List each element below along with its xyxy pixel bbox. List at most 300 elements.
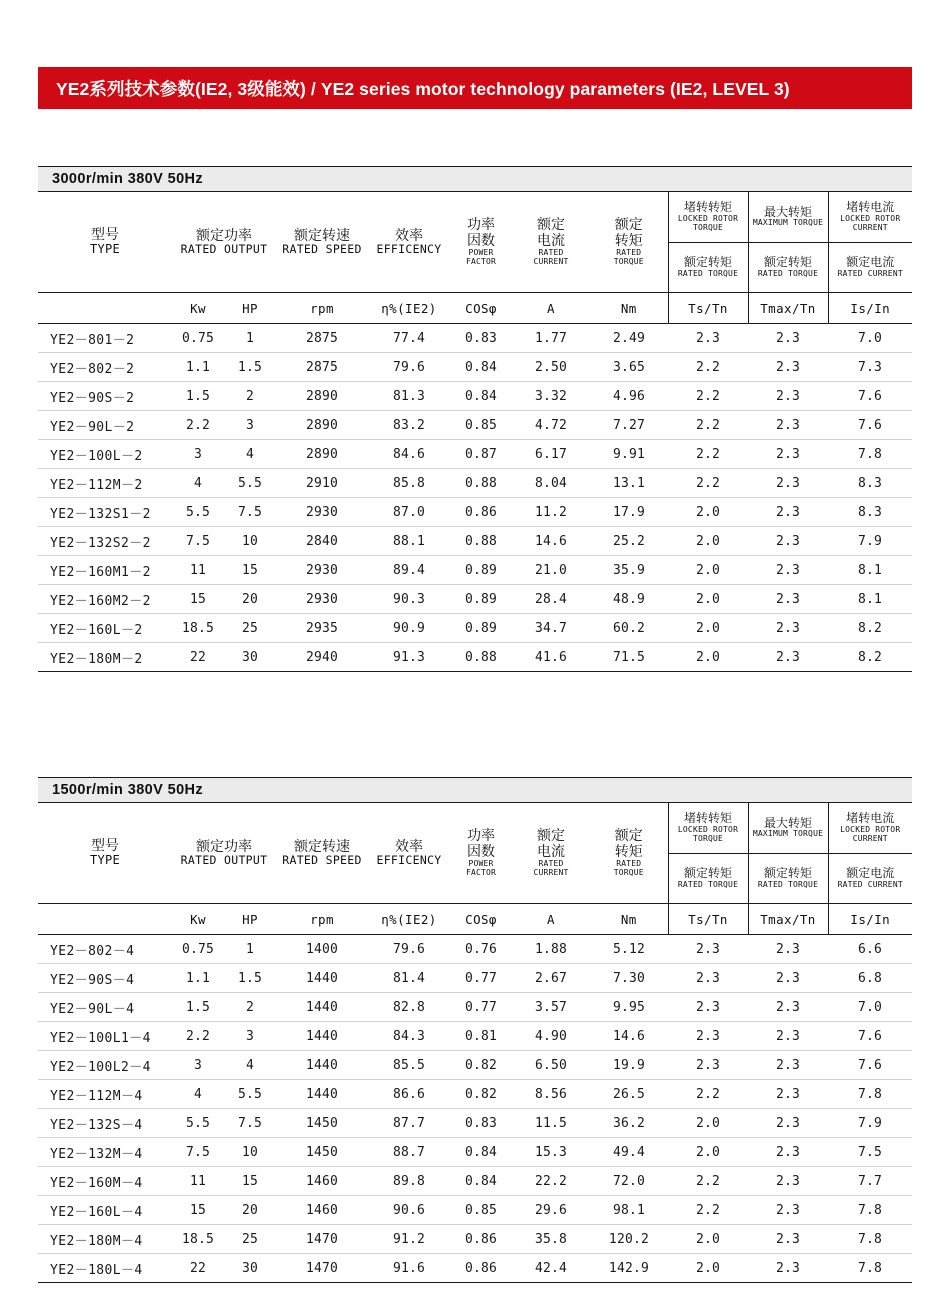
cell-cos: 0.87 xyxy=(450,440,512,469)
cell-eff: 87.7 xyxy=(368,1109,450,1138)
header-power-factor-cn2: 因数 xyxy=(467,232,495,249)
cell-current: 11.2 xyxy=(512,498,590,527)
cell-is-in: 7.8 xyxy=(828,1080,912,1109)
header-rated-current-en2: CURRENT xyxy=(533,867,569,877)
cell-ts-tn: 2.3 xyxy=(668,993,748,1022)
cell-ts-tn: 2.2 xyxy=(668,469,748,498)
table-row xyxy=(38,411,912,440)
header-power-factor-cn2: 因数 xyxy=(467,843,495,860)
cell-torque: 5.12 xyxy=(590,935,668,964)
cell-tmax-tn: 2.3 xyxy=(748,1080,828,1109)
cell-torque: 60.2 xyxy=(590,614,668,643)
cell-current: 6.17 xyxy=(512,440,590,469)
cell-torque: 9.91 xyxy=(590,440,668,469)
cell-tmax-tn: 2.3 xyxy=(748,1196,828,1225)
header-rated-current xyxy=(512,803,590,904)
cell-rpm: 1440 xyxy=(276,964,368,993)
header-ts-tn xyxy=(668,803,748,904)
cell-eff: 85.8 xyxy=(368,469,450,498)
unit-tmax-tn: Tmax/Tn xyxy=(748,293,828,324)
cell-rpm: 2930 xyxy=(276,556,368,585)
cell-tmax-tn: 2.3 xyxy=(748,440,828,469)
cell-kw: 4 xyxy=(172,469,224,498)
header-rated-speed-en: RATED SPEED xyxy=(282,853,362,868)
header-type xyxy=(38,192,172,293)
cell-cos: 0.88 xyxy=(450,527,512,556)
cell-type: YE2－180L－4 xyxy=(38,1254,172,1283)
cell-ts-tn: 2.2 xyxy=(668,1167,748,1196)
banner-title: YE2系列技术参数(IE2, 3级能效) / YE2 series motor technology parameters (IE2, LEVEL 3) xyxy=(56,78,790,99)
header-power-factor-en1: POWER xyxy=(468,858,494,868)
cell-rpm: 2875 xyxy=(276,324,368,353)
cell-hp: 4 xyxy=(224,440,276,469)
cell-hp: 10 xyxy=(224,1138,276,1167)
header-rated-torque xyxy=(590,192,668,293)
cell-hp: 25 xyxy=(224,1225,276,1254)
header-type xyxy=(38,803,172,904)
cell-type: YE2－132M－4 xyxy=(38,1138,172,1167)
cell-current: 2.50 xyxy=(512,353,590,382)
cell-current: 35.8 xyxy=(512,1225,590,1254)
header-rated-speed-en: RATED SPEED xyxy=(282,242,362,257)
cell-eff: 79.6 xyxy=(368,353,450,382)
cell-kw: 18.5 xyxy=(172,614,224,643)
cell-kw: 11 xyxy=(172,556,224,585)
header-type-cn: 型号 xyxy=(91,837,119,854)
cell-torque: 7.27 xyxy=(590,411,668,440)
cell-kw: 1.1 xyxy=(172,353,224,382)
cell-eff: 82.8 xyxy=(368,993,450,1022)
table-row xyxy=(38,469,912,498)
cell-rpm: 2930 xyxy=(276,498,368,527)
table-row xyxy=(38,324,912,353)
cell-torque: 98.1 xyxy=(590,1196,668,1225)
unit-ts-tn: Ts/Tn xyxy=(668,293,748,324)
cell-hp: 15 xyxy=(224,556,276,585)
cell-kw: 2.2 xyxy=(172,1022,224,1051)
cell-current: 1.88 xyxy=(512,935,590,964)
cell-torque: 4.96 xyxy=(590,382,668,411)
header-rated-speed-cn: 额定转速 xyxy=(294,226,350,243)
cell-hp: 1.5 xyxy=(224,964,276,993)
cell-hp: 20 xyxy=(224,1196,276,1225)
header-power-factor-en1: POWER xyxy=(468,247,494,257)
cell-ts-tn: 2.0 xyxy=(668,1225,748,1254)
section-heading-text: 1500r/min 380V 50Hz xyxy=(52,782,204,798)
cell-type: YE2－160M1－2 xyxy=(38,556,172,585)
header-efficiency-en: EFFICENCY xyxy=(376,242,442,257)
header-rated-torque-en2: TORQUE xyxy=(613,256,644,266)
cell-ts-tn: 2.0 xyxy=(668,527,748,556)
header-tmax-tn-top-cn: 最大转矩 xyxy=(763,204,812,219)
unit-hp: HP xyxy=(224,293,276,324)
header-rated-output-en: RATED OUTPUT xyxy=(180,853,268,868)
cell-tmax-tn: 2.3 xyxy=(748,498,828,527)
cell-rpm: 2890 xyxy=(276,382,368,411)
cell-is-in: 7.6 xyxy=(828,411,912,440)
cell-type: YE2－90L－2 xyxy=(38,411,172,440)
cell-cos: 0.77 xyxy=(450,964,512,993)
cell-cos: 0.89 xyxy=(450,556,512,585)
cell-type: YE2－100L1－4 xyxy=(38,1022,172,1051)
cell-ts-tn: 2.2 xyxy=(668,353,748,382)
cell-cos: 0.83 xyxy=(450,1109,512,1138)
cell-eff: 91.2 xyxy=(368,1225,450,1254)
cell-is-in: 7.7 xyxy=(828,1167,912,1196)
cell-kw: 4 xyxy=(172,1080,224,1109)
cell-current: 1.77 xyxy=(512,324,590,353)
header-power-factor-en2: FACTOR xyxy=(465,867,497,877)
cell-tmax-tn: 2.3 xyxy=(748,1167,828,1196)
header-rated-output xyxy=(172,192,276,293)
cell-torque: 3.65 xyxy=(590,353,668,382)
cell-eff: 81.3 xyxy=(368,382,450,411)
cell-rpm: 2890 xyxy=(276,411,368,440)
header-is-in-bot-en: RATED CURRENT xyxy=(837,879,903,889)
header-efficiency xyxy=(368,192,450,293)
header-is-in-bot-en: RATED CURRENT xyxy=(837,268,903,278)
cell-current: 21.0 xyxy=(512,556,590,585)
table-row xyxy=(38,1022,912,1051)
cell-eff: 90.6 xyxy=(368,1196,450,1225)
cell-ts-tn: 2.0 xyxy=(668,585,748,614)
cell-ts-tn: 2.3 xyxy=(668,1022,748,1051)
cell-tmax-tn: 2.3 xyxy=(748,353,828,382)
cell-tmax-tn: 2.3 xyxy=(748,1225,828,1254)
header-ts-tn-top-cn: 堵转转矩 xyxy=(683,811,732,826)
cell-kw: 22 xyxy=(172,643,224,672)
cell-ts-tn: 2.0 xyxy=(668,643,748,672)
cell-is-in: 7.0 xyxy=(828,993,912,1022)
cell-tmax-tn: 2.3 xyxy=(748,935,828,964)
header-tmax-tn-bot-en: RATED TORQUE xyxy=(757,268,819,278)
cell-eff: 90.9 xyxy=(368,614,450,643)
header-efficiency-cn: 效率 xyxy=(395,226,423,243)
cell-hp: 3 xyxy=(224,1022,276,1051)
cell-eff: 88.7 xyxy=(368,1138,450,1167)
cell-hp: 30 xyxy=(224,1254,276,1283)
cell-cos: 0.77 xyxy=(450,993,512,1022)
header-ts-tn-bot-en: RATED TORQUE xyxy=(677,268,739,278)
header-is-in-top-cn: 堵转电流 xyxy=(846,200,895,215)
unit-rpm: rpm xyxy=(276,904,368,935)
table-row xyxy=(38,585,912,614)
cell-type: YE2－100L2－4 xyxy=(38,1051,172,1080)
header-efficiency-en: EFFICENCY xyxy=(376,853,442,868)
unit-power-factor: COSφ xyxy=(450,904,512,935)
header-rated-torque-en1: RATED xyxy=(616,247,642,257)
cell-is-in: 7.8 xyxy=(828,440,912,469)
header-is-in-top-cn: 堵转电流 xyxy=(846,811,895,826)
cell-current: 28.4 xyxy=(512,585,590,614)
cell-ts-tn: 2.2 xyxy=(668,440,748,469)
header-rated-speed xyxy=(276,192,368,293)
header-rated-current-cn2: 电流 xyxy=(537,843,565,860)
header-tmax-tn xyxy=(748,192,828,293)
cell-type: YE2－112M－2 xyxy=(38,469,172,498)
cell-tmax-tn: 2.3 xyxy=(748,382,828,411)
cell-type: YE2－160L－2 xyxy=(38,614,172,643)
table-row xyxy=(38,1225,912,1254)
table-row xyxy=(38,964,912,993)
cell-is-in: 8.3 xyxy=(828,469,912,498)
table-row xyxy=(38,1138,912,1167)
header-ts-tn-bot-cn: 额定转矩 xyxy=(683,866,732,881)
unit-rated-current: A xyxy=(512,904,590,935)
cell-hp: 2 xyxy=(224,993,276,1022)
unit-ts-tn: Ts/Tn xyxy=(668,904,748,935)
cell-rpm: 2840 xyxy=(276,527,368,556)
cell-tmax-tn: 2.3 xyxy=(748,324,828,353)
cell-eff: 84.3 xyxy=(368,1022,450,1051)
cell-eff: 89.8 xyxy=(368,1167,450,1196)
cell-eff: 83.2 xyxy=(368,411,450,440)
header-tmax-tn-bot-en: RATED TORQUE xyxy=(757,879,819,889)
cell-rpm: 2875 xyxy=(276,353,368,382)
header-type-cn: 型号 xyxy=(91,226,119,243)
cell-current: 22.2 xyxy=(512,1167,590,1196)
cell-rpm: 1450 xyxy=(276,1138,368,1167)
header-type-en: TYPE xyxy=(89,242,121,257)
cell-ts-tn: 2.3 xyxy=(668,324,748,353)
table-row xyxy=(38,935,912,964)
header-rated-speed xyxy=(276,803,368,904)
table-unit-row xyxy=(38,904,912,935)
unit-kw: Kw xyxy=(172,904,224,935)
cell-kw: 3 xyxy=(172,1051,224,1080)
cell-cos: 0.88 xyxy=(450,643,512,672)
header-power-factor-cn1: 功率 xyxy=(467,827,495,844)
cell-hp: 7.5 xyxy=(224,1109,276,1138)
header-rated-current-en1: RATED xyxy=(538,858,564,868)
cell-tmax-tn: 2.3 xyxy=(748,411,828,440)
cell-tmax-tn: 2.3 xyxy=(748,1138,828,1167)
cell-torque: 9.95 xyxy=(590,993,668,1022)
cell-current: 34.7 xyxy=(512,614,590,643)
cell-rpm: 1460 xyxy=(276,1167,368,1196)
header-rated-torque xyxy=(590,803,668,904)
cell-type: YE2－802－4 xyxy=(38,935,172,964)
cell-eff: 88.1 xyxy=(368,527,450,556)
cell-tmax-tn: 2.3 xyxy=(748,527,828,556)
cell-type: YE2－132S1－2 xyxy=(38,498,172,527)
table-row xyxy=(38,993,912,1022)
cell-type: YE2－90L－4 xyxy=(38,993,172,1022)
cell-cos: 0.85 xyxy=(450,411,512,440)
table-row xyxy=(38,1080,912,1109)
cell-hp: 1 xyxy=(224,324,276,353)
cell-torque: 13.1 xyxy=(590,469,668,498)
cell-is-in: 7.0 xyxy=(828,324,912,353)
cell-current: 2.67 xyxy=(512,964,590,993)
cell-rpm: 2935 xyxy=(276,614,368,643)
cell-kw: 0.75 xyxy=(172,935,224,964)
cell-torque: 2.49 xyxy=(590,324,668,353)
cell-kw: 18.5 xyxy=(172,1225,224,1254)
cell-torque: 14.6 xyxy=(590,1022,668,1051)
cell-ts-tn: 2.0 xyxy=(668,614,748,643)
cell-hp: 1 xyxy=(224,935,276,964)
cell-is-in: 7.9 xyxy=(828,527,912,556)
cell-current: 8.56 xyxy=(512,1080,590,1109)
cell-ts-tn: 2.0 xyxy=(668,1254,748,1283)
cell-cos: 0.84 xyxy=(450,353,512,382)
table-row xyxy=(38,614,912,643)
cell-torque: 49.4 xyxy=(590,1138,668,1167)
cell-torque: 26.5 xyxy=(590,1080,668,1109)
table-row xyxy=(38,498,912,527)
cell-hp: 10 xyxy=(224,527,276,556)
cell-hp: 25 xyxy=(224,614,276,643)
title-banner xyxy=(38,67,912,109)
cell-ts-tn: 2.0 xyxy=(668,1109,748,1138)
table-row xyxy=(38,1254,912,1283)
cell-hp: 2 xyxy=(224,382,276,411)
cell-eff: 90.3 xyxy=(368,585,450,614)
unit-rpm: rpm xyxy=(276,293,368,324)
cell-type: YE2－160M－4 xyxy=(38,1167,172,1196)
cell-kw: 3 xyxy=(172,440,224,469)
cell-kw: 0.75 xyxy=(172,324,224,353)
table-row xyxy=(38,643,912,672)
cell-hp: 30 xyxy=(224,643,276,672)
header-type-en: TYPE xyxy=(89,853,121,868)
header-is-in-bot-cn: 额定电流 xyxy=(846,255,895,270)
cell-current: 11.5 xyxy=(512,1109,590,1138)
header-tmax-tn-bot-cn: 额定转矩 xyxy=(763,255,812,270)
table-row xyxy=(38,1051,912,1080)
cell-is-in: 8.1 xyxy=(828,556,912,585)
table-header-row xyxy=(38,192,912,293)
cell-is-in: 7.8 xyxy=(828,1254,912,1283)
cell-kw: 1.1 xyxy=(172,964,224,993)
cell-type: YE2－90S－2 xyxy=(38,382,172,411)
header-is-in-bot-cn: 额定电流 xyxy=(846,866,895,881)
cell-type: YE2－180M－2 xyxy=(38,643,172,672)
cell-cos: 0.84 xyxy=(450,1167,512,1196)
cell-torque: 35.9 xyxy=(590,556,668,585)
header-ts-tn-top-en: LOCKED ROTOR TORQUE xyxy=(677,824,739,843)
cell-ts-tn: 2.2 xyxy=(668,1080,748,1109)
cell-eff: 85.5 xyxy=(368,1051,450,1080)
cell-type: YE2－160M2－2 xyxy=(38,585,172,614)
header-efficiency-cn: 效率 xyxy=(395,837,423,854)
cell-hp: 3 xyxy=(224,411,276,440)
cell-kw: 2.2 xyxy=(172,411,224,440)
cell-tmax-tn: 2.3 xyxy=(748,1254,828,1283)
header-rated-torque-cn2: 转矩 xyxy=(614,843,643,860)
header-is-in xyxy=(828,803,912,904)
cell-type: YE2－160L－4 xyxy=(38,1196,172,1225)
cell-tmax-tn: 2.3 xyxy=(748,1022,828,1051)
cell-rpm: 2930 xyxy=(276,585,368,614)
cell-rpm: 1440 xyxy=(276,1051,368,1080)
cell-is-in: 8.3 xyxy=(828,498,912,527)
cell-torque: 71.5 xyxy=(590,643,668,672)
table-row xyxy=(38,1196,912,1225)
cell-kw: 15 xyxy=(172,585,224,614)
cell-cos: 0.86 xyxy=(450,1254,512,1283)
cell-is-in: 8.2 xyxy=(828,643,912,672)
cell-current: 29.6 xyxy=(512,1196,590,1225)
header-power-factor xyxy=(450,192,512,293)
cell-torque: 72.0 xyxy=(590,1167,668,1196)
cell-is-in: 8.1 xyxy=(828,585,912,614)
table-row xyxy=(38,556,912,585)
header-rated-torque-cn1: 额定 xyxy=(614,216,643,233)
cell-current: 6.50 xyxy=(512,1051,590,1080)
parameters-table xyxy=(38,192,912,672)
header-is-in-top-en: LOCKED ROTOR CURRENT xyxy=(840,213,901,232)
header-rated-torque-cn1: 额定 xyxy=(614,827,643,844)
header-rated-output-en: RATED OUTPUT xyxy=(180,242,268,257)
cell-torque: 17.9 xyxy=(590,498,668,527)
cell-eff: 77.4 xyxy=(368,324,450,353)
cell-hp: 4 xyxy=(224,1051,276,1080)
parameters-table xyxy=(38,803,912,1283)
cell-hp: 20 xyxy=(224,585,276,614)
table-row xyxy=(38,1167,912,1196)
cell-kw: 15 xyxy=(172,1196,224,1225)
cell-kw: 7.5 xyxy=(172,1138,224,1167)
header-efficiency xyxy=(368,803,450,904)
cell-current: 14.6 xyxy=(512,527,590,556)
header-rated-torque-en2: TORQUE xyxy=(613,867,644,877)
cell-cos: 0.86 xyxy=(450,498,512,527)
cell-kw: 1.5 xyxy=(172,382,224,411)
cell-cos: 0.84 xyxy=(450,1138,512,1167)
cell-kw: 7.5 xyxy=(172,527,224,556)
cell-torque: 48.9 xyxy=(590,585,668,614)
cell-hp: 7.5 xyxy=(224,498,276,527)
table-row xyxy=(38,382,912,411)
cell-torque: 25.2 xyxy=(590,527,668,556)
cell-rpm: 1440 xyxy=(276,1022,368,1051)
section-heading-text: 3000r/min 380V 50Hz xyxy=(52,171,204,187)
table-row xyxy=(38,440,912,469)
cell-ts-tn: 2.0 xyxy=(668,1138,748,1167)
cell-current: 41.6 xyxy=(512,643,590,672)
table-unit-row xyxy=(38,293,912,324)
section-heading-bar xyxy=(38,777,912,803)
cell-tmax-tn: 2.3 xyxy=(748,964,828,993)
cell-cos: 0.89 xyxy=(450,614,512,643)
cell-kw: 5.5 xyxy=(172,1109,224,1138)
cell-type: YE2－100L－2 xyxy=(38,440,172,469)
cell-rpm: 1440 xyxy=(276,993,368,1022)
header-rated-current-cn1: 额定 xyxy=(537,216,565,233)
cell-ts-tn: 2.2 xyxy=(668,382,748,411)
section-3000rpm xyxy=(38,166,912,672)
header-rated-speed-cn: 额定转速 xyxy=(294,837,350,854)
cell-current: 4.72 xyxy=(512,411,590,440)
header-rated-current-en1: RATED xyxy=(538,247,564,257)
cell-torque: 19.9 xyxy=(590,1051,668,1080)
cell-tmax-tn: 2.3 xyxy=(748,643,828,672)
section-1500rpm xyxy=(38,777,912,1283)
cell-rpm: 1440 xyxy=(276,1080,368,1109)
header-rated-current-en2: CURRENT xyxy=(533,256,569,266)
cell-current: 3.32 xyxy=(512,382,590,411)
cell-kw: 5.5 xyxy=(172,498,224,527)
header-tmax-tn xyxy=(748,803,828,904)
cell-is-in: 7.8 xyxy=(828,1196,912,1225)
cell-torque: 36.2 xyxy=(590,1109,668,1138)
cell-cos: 0.82 xyxy=(450,1051,512,1080)
cell-rpm: 1470 xyxy=(276,1225,368,1254)
header-rated-current xyxy=(512,192,590,293)
cell-cos: 0.81 xyxy=(450,1022,512,1051)
